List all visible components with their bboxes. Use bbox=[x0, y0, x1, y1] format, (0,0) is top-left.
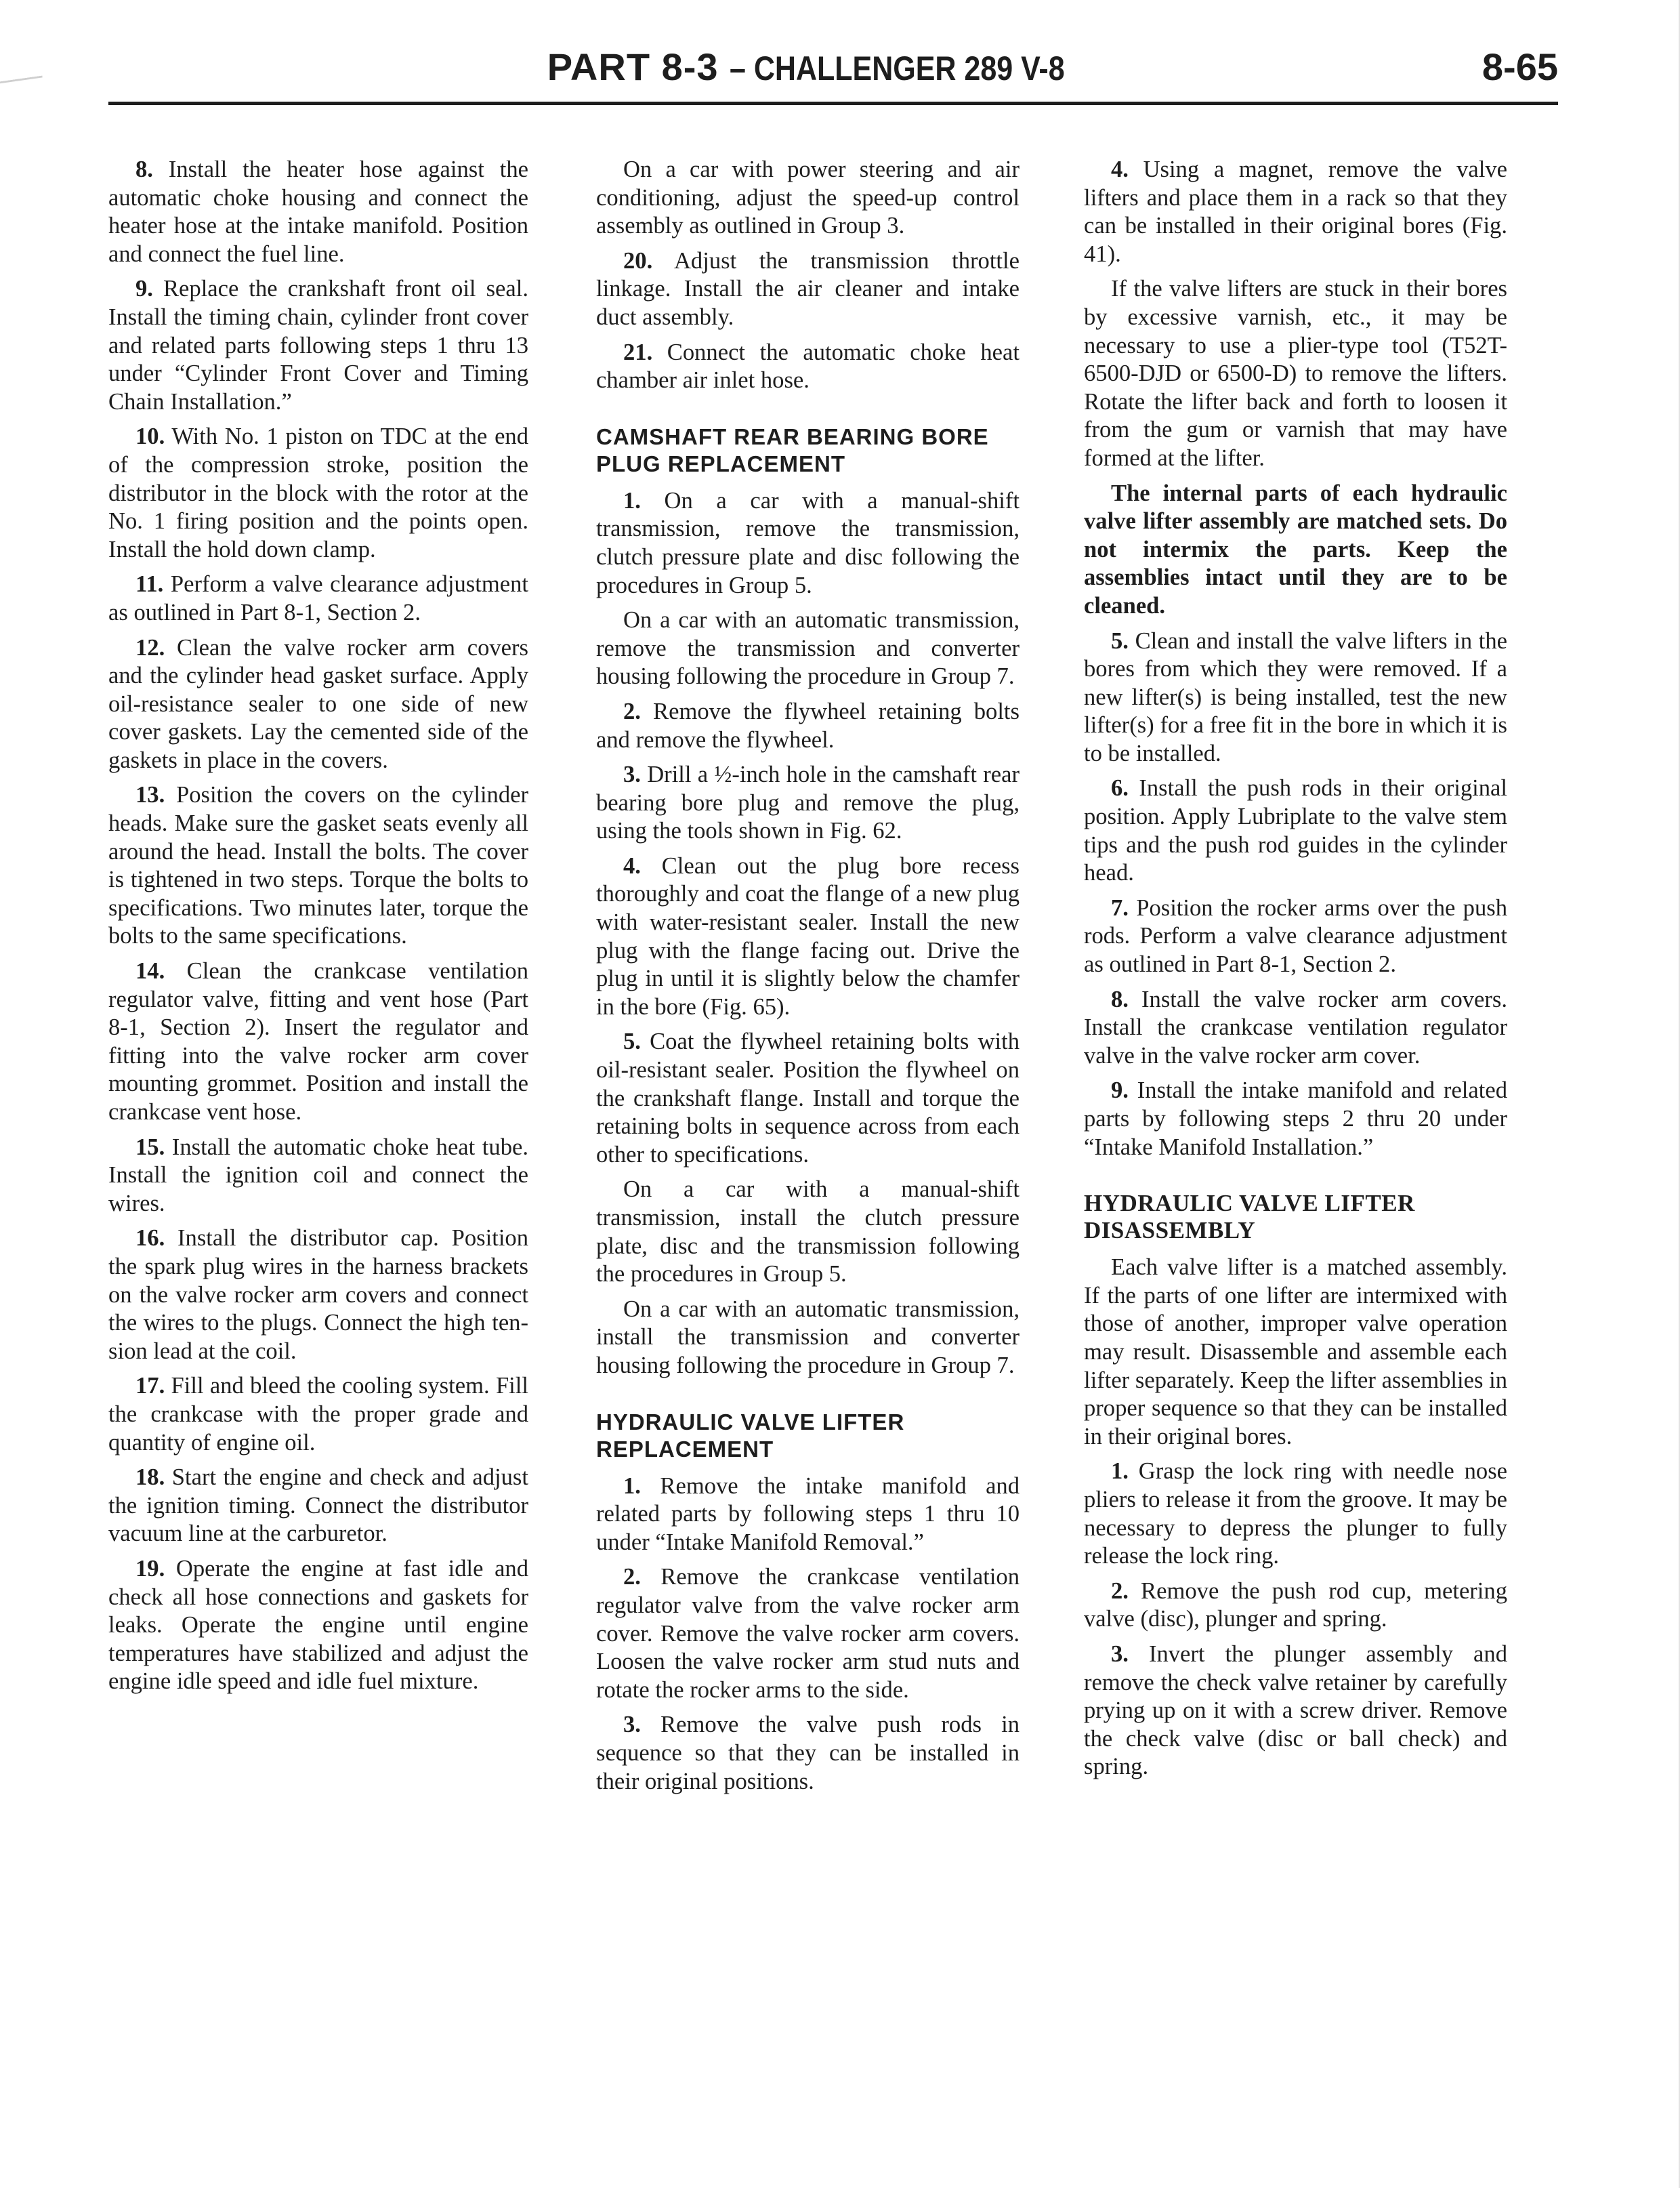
step-text: Connect the automatic choke heat chamber air inlet hose. bbox=[596, 339, 1020, 394]
step-number: 8. bbox=[1111, 986, 1129, 1012]
paragraph bbox=[1084, 1640, 1507, 1781]
column-2 bbox=[596, 156, 1020, 1802]
step-text: Remove the intake manifold and related parts by following steps 1 thru 10 under “Intake Manifold Removal.” bbox=[596, 1472, 1020, 1555]
step-number: 6. bbox=[1111, 775, 1129, 802]
step-text: Invert the plunger assembly and remove the check valve retainer by carefully prying up on it with a screw driver. Remove the check valve (disc or ball check) and spring. bbox=[1084, 1640, 1507, 1780]
step-text: With No. 1 piston on TDC at the end of the compression stroke, position the distributor in the block with the rotor at the No. 1 firing position and the points open. Install the hold down clamp. bbox=[108, 424, 528, 562]
paragraph bbox=[596, 1472, 1020, 1557]
paragraph: On a car with an automatic transmission, install the transmission and converter housing following the procedure in Group 7. bbox=[596, 1296, 1020, 1378]
page-corner-shadow bbox=[0, 75, 56, 184]
page-number: 8-65 bbox=[1482, 45, 1558, 88]
paragraph bbox=[596, 1711, 1020, 1796]
paragraph bbox=[1084, 1458, 1507, 1570]
step-number: 1. bbox=[1111, 1458, 1129, 1485]
step-text: Position the covers on the cylinder heads. Make sure the gasket seats evenly all around the head. Install the bolts. The cover is tightened in two steps. Torque the bolts to specifications. Two minutes later, torque the bolts to the same specifications. bbox=[108, 782, 528, 949]
paragraph bbox=[108, 781, 528, 951]
column-3 bbox=[1084, 156, 1507, 1788]
paragraph bbox=[1084, 1077, 1507, 1161]
paragraph bbox=[108, 634, 528, 775]
step-number: 17. bbox=[135, 1373, 165, 1399]
step-text: Remove the push rod cup, metering valve (disc), plunger and spring. bbox=[1084, 1577, 1507, 1632]
paragraph bbox=[596, 852, 1020, 1022]
step-number: 7. bbox=[1111, 894, 1129, 921]
paragraph bbox=[108, 1224, 528, 1365]
paragraph bbox=[108, 423, 528, 564]
paragraph: On a car with a manual-shift transmission, install the clutch pressure plate, disc and the transmission following the procedures in Group 5. bbox=[596, 1176, 1020, 1287]
step-number: 21. bbox=[623, 339, 653, 365]
step-number: 4. bbox=[1111, 157, 1129, 182]
paragraph bbox=[108, 1555, 528, 1696]
step-text: Clean the crankcase ventilation regulator valve, fitting and vent hose (Part 8-1, Section 2). Insert the regulator and fitting into the valve rocker arm cover mounting grommet. Position and install the crankcase vent hose. bbox=[108, 958, 528, 1125]
step-number: 2. bbox=[623, 698, 641, 724]
paragraph bbox=[108, 1134, 528, 1218]
page-edge bbox=[1652, 0, 1680, 2188]
step-text: Install the distributor cap. Position the spark plug wires in the harness brackets on the valve rocker arm covers and connect the wires to the plugs. Connect the high tension lead at the coil. bbox=[108, 1225, 528, 1364]
paragraph bbox=[108, 275, 528, 416]
paragraph bbox=[108, 571, 528, 627]
step-text: Install the intake manifold and related parts by following steps 2 thru 20 under “Intake Manifold Installation.” bbox=[1084, 1077, 1507, 1160]
step-text: Remove the crankcase ventilation regulator valve from the valve rocker arm cover. Remove the valve rocker arm covers. Loosen the valve rocker arm stud nuts and rotate the rocker arms to the side. bbox=[596, 1564, 1020, 1703]
step-number: 3. bbox=[1111, 1640, 1129, 1667]
step-number: 12. bbox=[135, 634, 165, 661]
step-text: Install the heater hose against the automatic choke housing and connect the heater hose at the intake manifold. Position and connect the fuel line. bbox=[108, 157, 528, 267]
step-number: 8. bbox=[135, 157, 153, 182]
step-text: Grasp the lock ring with needle nose pliers to release it from the groove. It may be necessary to depress the plunger to fully release the lock ring. bbox=[1084, 1458, 1507, 1569]
step-text: Drill a ½-inch hole in the camshaft rear bearing bore plug and remove the plug, using the tools shown in Fig. 62. bbox=[596, 762, 1020, 844]
step-number: 5. bbox=[623, 1029, 641, 1055]
paragraph bbox=[108, 957, 528, 1127]
step-number: 9. bbox=[1111, 1077, 1129, 1104]
step-number: 18. bbox=[135, 1464, 165, 1491]
step-number: 3. bbox=[623, 762, 641, 788]
step-text: On a car with a manual-shift transmission, remove the transmission, clutch pressure plate and disc following the procedures in Group 5. bbox=[596, 487, 1020, 598]
paragraph bbox=[596, 698, 1020, 754]
warning-paragraph: The internal parts of each hydraulic valve lifter assembly are matched sets. Do not intermix the parts. Keep the assemblies intact until they are to be cleaned. bbox=[1084, 480, 1507, 619]
step-number: 14. bbox=[135, 958, 165, 985]
paragraph bbox=[108, 1372, 528, 1457]
step-number: 1. bbox=[623, 487, 641, 514]
step-text: Remove the valve push rods in sequence so that they can be installed in their original positions. bbox=[596, 1712, 1020, 1794]
paragraph bbox=[596, 1563, 1020, 1704]
step-number: 13. bbox=[135, 782, 165, 808]
paragraph bbox=[596, 761, 1020, 846]
paragraph: If the valve lifters are stuck in their bores by excessive varnish, etc., it may be necessary to use a plier-type tool (T52T-6500-DJD or 6500-D) to remove the lifters. Rotate the lifter back and forth to loosen it from the gum or varnish that may have formed at the lifter. bbox=[1084, 276, 1507, 471]
paragraph bbox=[1084, 156, 1507, 268]
step-text: Adjust the transmission throttle linkage. Install the air cleaner and intake duct assembly. bbox=[596, 247, 1020, 330]
paragraph bbox=[596, 1028, 1020, 1169]
section-heading: HYDRAULIC VALVE LIFTER DISASSEMBLY bbox=[1084, 1190, 1415, 1244]
step-text: Replace the crankshaft front oil seal. Install the timing chain, cylinder front cover and related parts following steps 1 thru 13 under “Cylinder Front Cover and Timing Chain Installation.” bbox=[108, 276, 528, 415]
step-text: Clean the valve rocker arm covers and the cylinder head gasket surface. Apply oil-resistance sealer to one side of new cover gaskets. Lay the cemented side of the gaskets in place in the covers. bbox=[108, 634, 528, 773]
step-text: Install the push rods in their original position. Apply Lubriplate to the valve stem tips and the push rod guides in the cylinder head. bbox=[1084, 775, 1507, 886]
header-title bbox=[108, 45, 1558, 89]
step-number: 16. bbox=[135, 1225, 165, 1252]
paragraph bbox=[1084, 775, 1507, 887]
step-number: 20. bbox=[623, 247, 653, 274]
step-text: Fill and bleed the cooling system. Fill the crankcase with the proper grade and quantity of engine oil. bbox=[108, 1373, 528, 1456]
paragraph bbox=[1084, 894, 1507, 979]
step-number: 15. bbox=[135, 1134, 165, 1160]
step-text: Install the valve rocker arm covers. Install the crankcase ventilation regulator valve in the valve rocker arm cover. bbox=[1084, 986, 1507, 1069]
step-number: 2. bbox=[1111, 1577, 1129, 1604]
step-number: 1. bbox=[623, 1472, 641, 1499]
paragraph bbox=[108, 1464, 528, 1548]
step-number: 11. bbox=[135, 571, 164, 598]
paragraph: Each valve lifter is a matched assembly. If the parts of one lifter are intermixed with those of another, improper valve operation may result. Disassemble and assemble each lifter separately. Keep the lifter assemblies in proper sequence so that they can be installed in their original bores. bbox=[1084, 1254, 1507, 1449]
paragraph bbox=[1084, 627, 1507, 768]
header-rule bbox=[108, 102, 1558, 105]
step-text: Perform a valve clearance adjustment as outlined in Part 8-1, Section 2. bbox=[108, 571, 528, 625]
header-subtitle: – CHALLENGER 289 V-8 bbox=[730, 49, 1065, 87]
step-number: 19. bbox=[135, 1555, 165, 1582]
paragraph bbox=[1084, 1577, 1507, 1634]
step-number: 10. bbox=[135, 424, 165, 450]
column-1 bbox=[108, 156, 528, 1703]
step-text: Clean and install the valve lifters in the bores from which they were removed. If a new lifter(s) is being installed, test the new lifter(s) for a free fit in the bore in which it is to be installed. bbox=[1084, 627, 1507, 766]
step-text: Operate the engine at fast idle and check all hose connections and gaskets for leaks. Operate the engine until engine temperatures have stabilized and adjust the engine idle speed and idle fuel mixture. bbox=[108, 1555, 528, 1695]
step-text: Remove the flywheel retaining bolts and remove the flywheel. bbox=[596, 698, 1020, 753]
step-number: 9. bbox=[135, 276, 153, 302]
paragraph: On a car with an automatic transmission, remove the transmission and converter housing following the procedure in Group 7. bbox=[596, 607, 1020, 690]
step-text: Position the rocker arms over the push rods. Perform a valve clearance adjustment as outlined in Part 8-1, Section 2. bbox=[1084, 894, 1507, 978]
section-heading: CAMSHAFT REAR BEARING BORE PLUG REPLACEMENT bbox=[596, 424, 989, 476]
paragraph bbox=[1084, 986, 1507, 1071]
paragraph bbox=[596, 247, 1020, 332]
step-number: 3. bbox=[623, 1712, 641, 1738]
step-text: Using a magnet, remove the valve lifters and place them in a rack so that they can be installed in their original bores (Fig. 41). bbox=[1084, 157, 1507, 267]
section-heading: HYDRAULIC VALVE LIFTER REPLACEMENT bbox=[596, 1409, 905, 1462]
step-number: 2. bbox=[623, 1564, 641, 1590]
paragraph bbox=[596, 487, 1020, 600]
step-number: 5. bbox=[1111, 627, 1129, 654]
step-number: 4. bbox=[623, 852, 641, 879]
page-header bbox=[108, 39, 1558, 100]
header-part: PART 8-3 bbox=[547, 45, 719, 88]
step-text: Clean out the plug bore recess thoroughly and coat the flange of a new plug with water-resistant sealer. Install the new plug with the flange facing out. Drive the plug in until it is slightly below the chamfer in the bore (Fig. 65). bbox=[596, 852, 1020, 1020]
paragraph: On a car with power steering and air conditioning, adjust the speed-up control assembly as outlined in Group 3. bbox=[596, 157, 1020, 239]
step-text: Coat the flywheel retaining bolts with oil-resistant sealer. Position the flywheel on the crankshaft flange. Install and torque the retaining bolts in sequence across from each other to specifications. bbox=[596, 1029, 1020, 1168]
paragraph bbox=[596, 339, 1020, 395]
step-text: Install the automatic choke heat tube. Install the ignition coil and connect the wires. bbox=[108, 1134, 528, 1216]
paragraph bbox=[108, 156, 528, 268]
step-text: Start the engine and check and adjust the ignition timing. Connect the distributor vacuum line at the carburetor. bbox=[108, 1464, 528, 1547]
